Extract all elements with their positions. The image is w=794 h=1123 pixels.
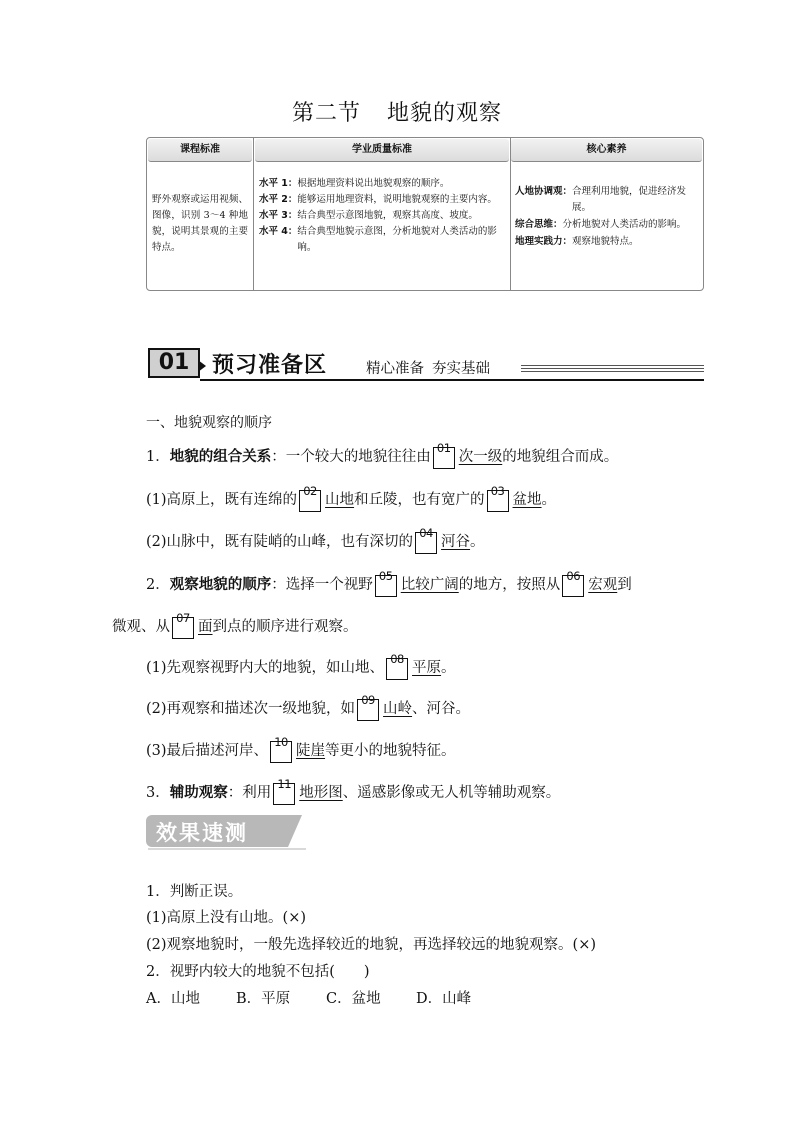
core-literacy-label: 人地协调观： — [515, 186, 573, 197]
answer-box — [415, 526, 439, 553]
text-segment: 和丘陵，也有宽广的 — [354, 492, 485, 508]
section-number-title: 第二节 — [291, 101, 361, 126]
paragraph-1 — [146, 441, 619, 468]
section-title: 地貌的观察 — [387, 101, 503, 126]
slogan-part-2: 夯实基础 — [432, 361, 490, 377]
content-heading: 一、地貌观察的顺序 — [146, 415, 272, 431]
answer-text: 宏观 — [588, 577, 618, 593]
slogan-part-1: 精心准备 — [366, 361, 424, 377]
quality-level-text: 能够运用地理资料，说明地貌观察的主要内容。 — [297, 194, 497, 205]
text-segment: ：一个较大的地貌往往由 — [271, 449, 431, 465]
item-number: 2． — [146, 577, 170, 593]
quality-level-label: 水平 4： — [259, 226, 298, 237]
answer-box — [172, 611, 196, 638]
answer-text: 地形图 — [299, 785, 343, 801]
answer-number: 04 — [419, 526, 433, 540]
text-segment: (2)再观察和描述次一级地貌，如 — [146, 701, 356, 717]
answer-number: 11 — [277, 777, 292, 791]
quality-level — [259, 192, 505, 208]
section-slogan — [366, 357, 490, 378]
item-number: 3． — [146, 785, 170, 801]
core-literacy-item — [515, 217, 698, 233]
text-segment: (1)先观察视野内大的地貌，如山地、 — [146, 660, 385, 676]
answer-box — [375, 569, 399, 596]
quiz-question-2: 2．视野内较大的地貌不包括( ) — [146, 964, 370, 980]
core-literacy-text: 合理利用地貌，促进经济发展。 — [572, 186, 687, 213]
core-literacy-text: 分析地貌对人类活动的影响。 — [562, 219, 687, 230]
option-d: D．山峰 — [416, 991, 472, 1007]
answer-text: 比较广阔 — [400, 577, 459, 593]
core-literacy-text: 观察地貌特点。 — [572, 236, 639, 247]
course-standard-header: 课程标准 — [148, 139, 252, 162]
quiz-tag — [146, 815, 304, 849]
answer-box — [386, 652, 410, 679]
answer-text: 山地 — [325, 492, 355, 508]
quiz-question-1: 1．判断正误。 — [146, 884, 243, 900]
section-name: 预习准备区 — [212, 353, 328, 378]
quality-standard-header: 学业质量标准 — [255, 139, 509, 162]
item-label: 辅助观察 — [169, 785, 228, 801]
item-label: 地貌的组合关系 — [169, 449, 272, 465]
text-segment: (2)山脉中，既有陡峭的山峰，也有深切的 — [146, 534, 414, 550]
text-segment: 的地貌组合而成。 — [502, 449, 619, 465]
quality-level — [259, 208, 505, 224]
paragraph-9 — [146, 777, 561, 804]
quiz-tag-label: 效果速测 — [156, 821, 248, 845]
course-standard-column — [147, 138, 253, 290]
answer-number: 05 — [378, 569, 393, 583]
paragraph-4 — [146, 569, 632, 596]
core-literacy-header: 核心素养 — [511, 139, 702, 162]
text-segment: 、河谷。 — [412, 701, 471, 717]
answer-box — [433, 441, 457, 468]
core-literacy-item — [515, 184, 698, 216]
quiz-statement-2: (2)观察地貌时，一般先选择较近的地貌，再选择较远的地貌观察。(×) — [146, 937, 597, 953]
answer-number: 07 — [176, 611, 190, 625]
text-segment: 到点的顺序进行观察。 — [212, 619, 358, 635]
core-literacy-item — [515, 234, 698, 250]
option-c: C．盆地 — [326, 991, 381, 1007]
answer-box — [299, 484, 323, 511]
standards-table — [146, 137, 704, 291]
answer-text: 面 — [198, 619, 213, 635]
answer-number: 02 — [303, 484, 317, 498]
text-segment: 的地方，按照从 — [458, 577, 561, 593]
quality-level-label: 水平 3： — [259, 210, 298, 221]
quality-level-text: 结合典型示意图地貌，观察其高度、坡度。 — [297, 210, 478, 221]
answer-number: 09 — [361, 693, 375, 707]
quality-level-text: 根据地理资料说出地貌观察的顺序。 — [297, 178, 450, 189]
paragraph-2 — [146, 484, 557, 511]
answer-text: 陡崖 — [296, 743, 326, 759]
core-literacy-label: 综合思维： — [515, 219, 563, 230]
answer-box — [487, 484, 511, 511]
answer-number: 10 — [274, 735, 288, 749]
answer-text: 盆地 — [512, 492, 542, 508]
answer-text: 次一级 — [458, 449, 503, 465]
quality-standard-column — [253, 138, 511, 290]
option-b: B．平原 — [236, 991, 291, 1007]
paragraph-7 — [146, 693, 471, 720]
paragraph-5 — [112, 611, 358, 638]
text-segment: 。 — [541, 492, 557, 508]
answer-text: 山岭 — [383, 701, 413, 717]
item-label: 观察地貌的顺序 — [169, 577, 272, 593]
option-a: A．山地 — [146, 991, 200, 1007]
course-standard-text: 野外观察或运用视频、图像，识别 3～4 种地貌，说明其景观的主要特点。 — [152, 194, 248, 253]
quiz-options — [146, 987, 471, 1008]
quality-level — [259, 224, 505, 256]
decorative-lines — [521, 365, 704, 374]
core-literacy-column — [510, 138, 703, 290]
text-segment: 微观、从 — [112, 619, 170, 635]
section-number-badge: 01 — [148, 348, 200, 378]
item-number: 1． — [146, 449, 170, 465]
text-segment: 等更小的地貌特征。 — [325, 743, 456, 759]
text-segment: 。 — [441, 660, 456, 676]
text-segment: ：利用 — [227, 785, 272, 801]
paragraph-8 — [146, 735, 456, 762]
core-literacy-label: 地理实践力： — [515, 236, 573, 247]
text-segment: 到 — [617, 577, 632, 593]
answer-number: 06 — [566, 569, 581, 583]
quiz-statement-1: (1)高原上没有山地。(×) — [146, 910, 307, 926]
quality-level — [259, 176, 505, 192]
text-segment: 。 — [470, 534, 485, 550]
paragraph-3 — [146, 526, 485, 553]
paragraph-6 — [146, 652, 456, 679]
quality-level-label: 水平 1： — [259, 178, 298, 189]
answer-number: 01 — [436, 441, 451, 455]
answer-box — [357, 693, 381, 720]
page-title — [0, 96, 794, 127]
answer-box — [270, 735, 294, 762]
quality-level-label: 水平 2： — [259, 194, 298, 205]
answer-number: 08 — [390, 652, 404, 666]
banner-underline — [200, 379, 704, 381]
text-segment: (3)最后描述河岸、 — [146, 743, 269, 759]
text-segment: ：选择一个视野 — [271, 577, 373, 593]
answer-text: 平原 — [412, 660, 442, 676]
section-banner — [146, 346, 704, 382]
answer-box — [273, 777, 297, 804]
answer-box — [562, 569, 586, 596]
text-segment: 、遥感影像或无人机等辅助观察。 — [342, 785, 561, 801]
answer-number: 03 — [490, 484, 505, 498]
quality-level-text: 结合典型地貌示意图，分析地貌对人类活动的影响。 — [297, 226, 497, 253]
answer-text: 河谷 — [441, 534, 471, 550]
text-segment: (1)高原上，既有连绵的 — [146, 492, 298, 508]
